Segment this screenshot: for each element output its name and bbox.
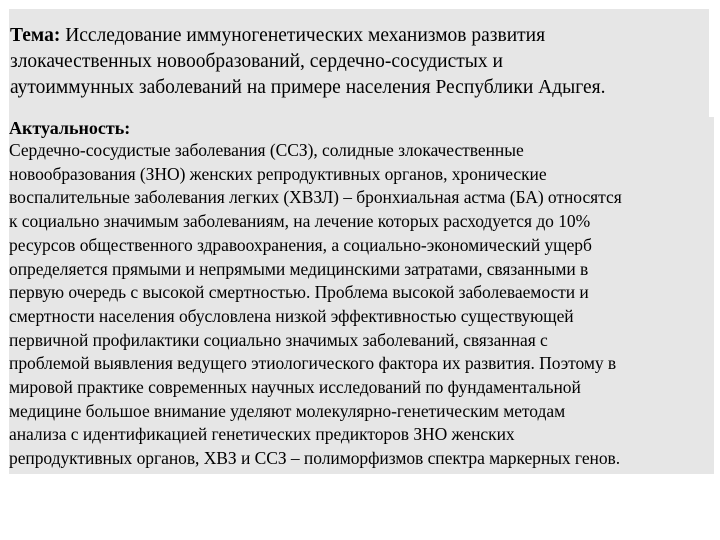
body-text: [9, 139, 714, 471]
body-line: смертности населения обусловлена низкой эффективностью существующей: [9, 305, 574, 326]
body-line: к социально значимым заболеваниям, на лечение которых расходуется до 10%: [9, 211, 591, 232]
body-block: [9, 117, 714, 474]
title-text-1: Исследование иммуногенетических механизмов развития: [60, 25, 546, 46]
body-line: репродуктивных органов, ХВЗ и ССЗ – полиморфизмов спектра маркерных генов.: [9, 448, 621, 469]
title-line-2: злокачественных новообразований, сердечно-сосудистых и: [10, 51, 503, 72]
section-heading: Актуальность:: [9, 118, 131, 138]
body-line: определяется прямыми и непрямыми медицинскими затратами, связанными в: [9, 258, 589, 279]
body-line: Сердечно-сосудистые заболевания (ССЗ), солидные злокачественные: [9, 140, 524, 160]
body-line: ресурсов общественного здравоохранения, а социально-экономический ущерб: [9, 234, 592, 255]
title-line-1: [9, 23, 709, 49]
body-line: воспалительные заболевания легких (ХВЗЛ) – бронхиальная астма (БА) относятся: [9, 187, 622, 208]
body-line: мировой практике современных научных исследований по фундаментальной: [9, 377, 581, 398]
body-line: первую очередь с высокой смертностью. Проблема высокой заболеваемости и: [9, 282, 589, 303]
body-line: новообразования (ЗНО) женских репродуктивных органов, хронические: [9, 163, 547, 184]
body-line: анализа с идентификацией генетических предикторов ЗНО женских: [9, 424, 515, 445]
title-label: Тема:: [10, 25, 61, 46]
title-line-3: аутоиммунных заболеваний на примере населения Республики Адыгея.: [10, 77, 606, 98]
body-line: первичной профилактики социально значимых заболеваний, связанная с: [9, 329, 548, 350]
body-line: проблемой выявления ведущего этиологического фактора их развития. Поэтому в: [9, 353, 617, 374]
title-block: [9, 9, 709, 117]
body-line: медицине большое внимание уделяют молекулярно-генетическим методам: [9, 400, 566, 421]
